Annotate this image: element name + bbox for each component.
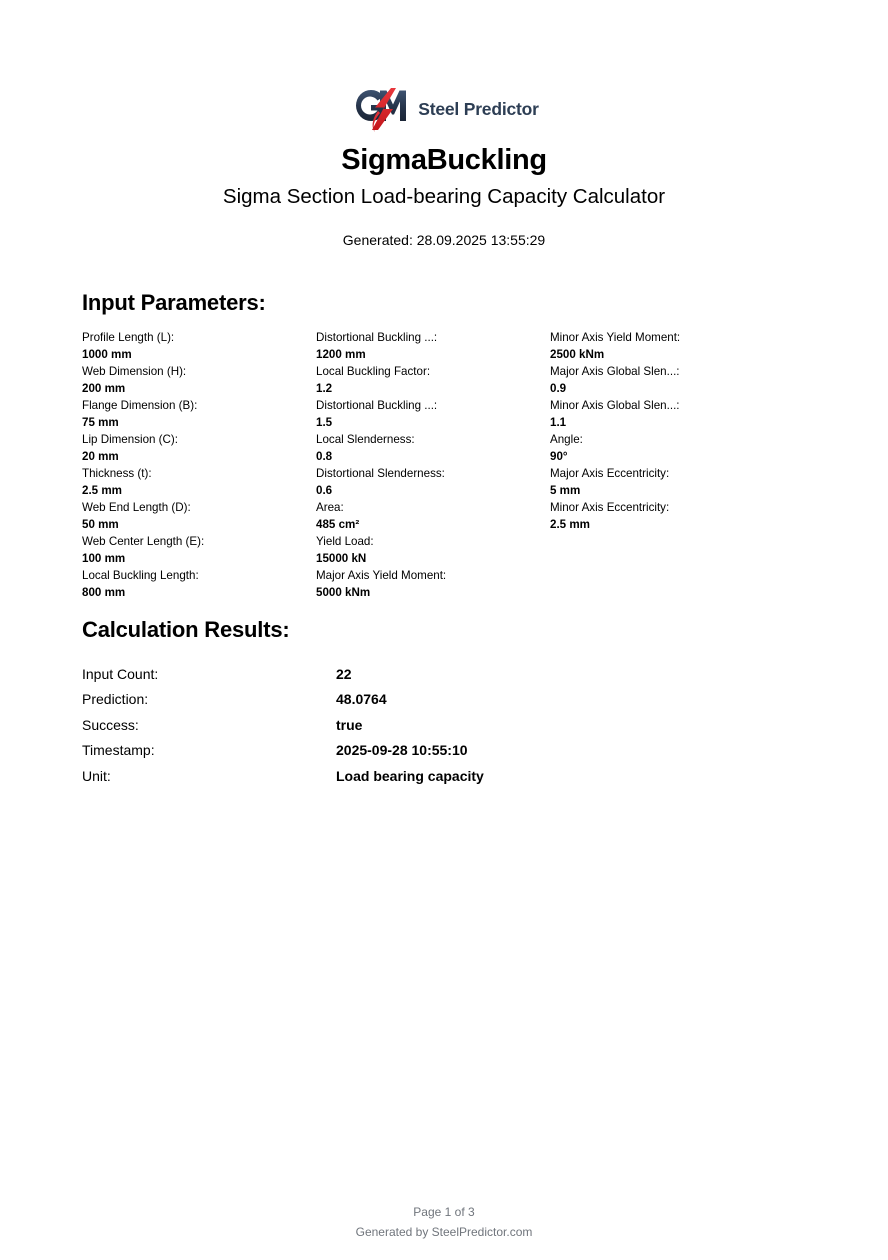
param-label: Profile Length (L): xyxy=(82,331,175,344)
param-value: 0.8 xyxy=(316,450,333,463)
param-value: 15000 kN xyxy=(316,552,367,565)
result-label: Timestamp: xyxy=(82,742,155,759)
gm-monogram-logo-icon xyxy=(349,84,407,134)
param-label: Web Dimension (H): xyxy=(82,365,187,378)
result-row xyxy=(82,768,642,793)
result-value: 2025-09-28 10:55:10 xyxy=(336,742,468,759)
result-label: Prediction: xyxy=(82,691,149,708)
param-label: Web Center Length (E): xyxy=(82,535,205,548)
param-label: Major Axis Eccentricity: xyxy=(550,467,670,480)
param-value: 20 mm xyxy=(82,450,119,463)
param-value: 200 mm xyxy=(82,382,126,395)
param-value: 1000 mm xyxy=(82,348,132,361)
param-item xyxy=(316,363,550,397)
param-value: 2500 kNm xyxy=(550,348,605,361)
result-value: true xyxy=(336,716,363,733)
param-label: Local Buckling Length: xyxy=(82,569,199,582)
result-row xyxy=(82,717,642,742)
footer-credit: Generated by SteelPredictor.com xyxy=(355,1225,533,1239)
result-value: 48.0764 xyxy=(336,691,387,708)
result-label: Input Count: xyxy=(82,666,159,682)
param-item xyxy=(550,397,784,431)
result-value: 22 xyxy=(336,666,352,682)
param-item xyxy=(316,397,550,431)
result-label: Unit: xyxy=(82,767,111,784)
input-parameters-column-1 xyxy=(82,329,316,601)
param-item xyxy=(82,397,316,431)
param-label: Distortional Slenderness: xyxy=(316,467,445,480)
param-item xyxy=(82,465,316,499)
param-label: Web End Length (D): xyxy=(82,501,191,514)
param-value: 5 mm xyxy=(550,484,581,497)
param-value: 5000 kNm xyxy=(316,586,371,599)
param-value: 90° xyxy=(550,450,568,463)
calculation-results-heading: Calculation Results: xyxy=(82,617,290,642)
input-parameters-column-3 xyxy=(550,329,784,533)
footer-page-number: Page 1 of 3 xyxy=(413,1205,475,1219)
param-label: Local Slenderness: xyxy=(316,433,415,446)
generated-timestamp: Generated: 28.09.2025 13:55:29 xyxy=(342,232,546,248)
input-parameters-column-2 xyxy=(316,329,550,601)
param-label: Major Axis Yield Moment: xyxy=(316,569,447,582)
page-title: SigmaBuckling xyxy=(341,144,547,176)
param-label: Distortional Buckling ...: xyxy=(316,331,438,344)
input-parameters-grid xyxy=(82,329,822,601)
param-item xyxy=(316,567,550,601)
result-label: Success: xyxy=(82,716,139,733)
param-item xyxy=(316,465,550,499)
param-item xyxy=(316,329,550,363)
param-value: 0.6 xyxy=(316,484,333,497)
param-label: Distortional Buckling ...: xyxy=(316,399,438,412)
param-item xyxy=(550,499,784,533)
param-value: 1.5 xyxy=(316,416,333,429)
param-label: Area: xyxy=(316,501,344,514)
brand-header xyxy=(0,84,888,134)
param-value: 2.5 mm xyxy=(550,518,590,531)
param-label: Minor Axis Yield Moment: xyxy=(550,331,681,344)
param-label: Yield Load: xyxy=(316,535,374,548)
param-value: 485 cm² xyxy=(316,518,360,531)
param-value: 100 mm xyxy=(82,552,126,565)
param-value: 800 mm xyxy=(82,586,126,599)
param-value: 50 mm xyxy=(82,518,119,531)
param-label: Local Buckling Factor: xyxy=(316,365,431,378)
param-item xyxy=(316,499,550,533)
param-label: Minor Axis Eccentricity: xyxy=(550,501,670,514)
param-item xyxy=(316,533,550,567)
param-label: Lip Dimension (C): xyxy=(82,433,178,446)
param-value: 1.1 xyxy=(550,416,567,429)
param-value: 1200 mm xyxy=(316,348,366,361)
param-item xyxy=(82,533,316,567)
param-item xyxy=(316,431,550,465)
param-item xyxy=(550,465,784,499)
input-parameters-heading: Input Parameters: xyxy=(82,290,266,315)
param-item xyxy=(82,329,316,363)
param-value: 0.9 xyxy=(550,382,567,395)
param-item xyxy=(82,431,316,465)
param-label: Thickness (t): xyxy=(82,467,152,480)
param-item xyxy=(550,363,784,397)
param-item xyxy=(82,499,316,533)
page-footer xyxy=(0,1202,888,1242)
param-item xyxy=(82,567,316,601)
param-value: 1.2 xyxy=(316,382,333,395)
param-label: Angle: xyxy=(550,433,583,446)
result-row xyxy=(82,666,642,691)
brand-name: Steel Predictor xyxy=(418,98,539,119)
calculation-results-list xyxy=(82,666,642,793)
param-item xyxy=(550,431,784,465)
param-label: Flange Dimension (B): xyxy=(82,399,198,412)
result-row xyxy=(82,742,642,767)
param-item xyxy=(82,363,316,397)
result-value: Load bearing capacity xyxy=(336,767,484,784)
result-row xyxy=(82,691,642,716)
param-label: Major Axis Global Slen...: xyxy=(550,365,680,378)
param-value: 2.5 mm xyxy=(82,484,122,497)
param-item xyxy=(550,329,784,363)
param-label: Minor Axis Global Slen...: xyxy=(550,399,680,412)
param-value: 75 mm xyxy=(82,416,119,429)
page-subtitle: Sigma Section Load-bearing Capacity Calculator xyxy=(222,185,666,208)
